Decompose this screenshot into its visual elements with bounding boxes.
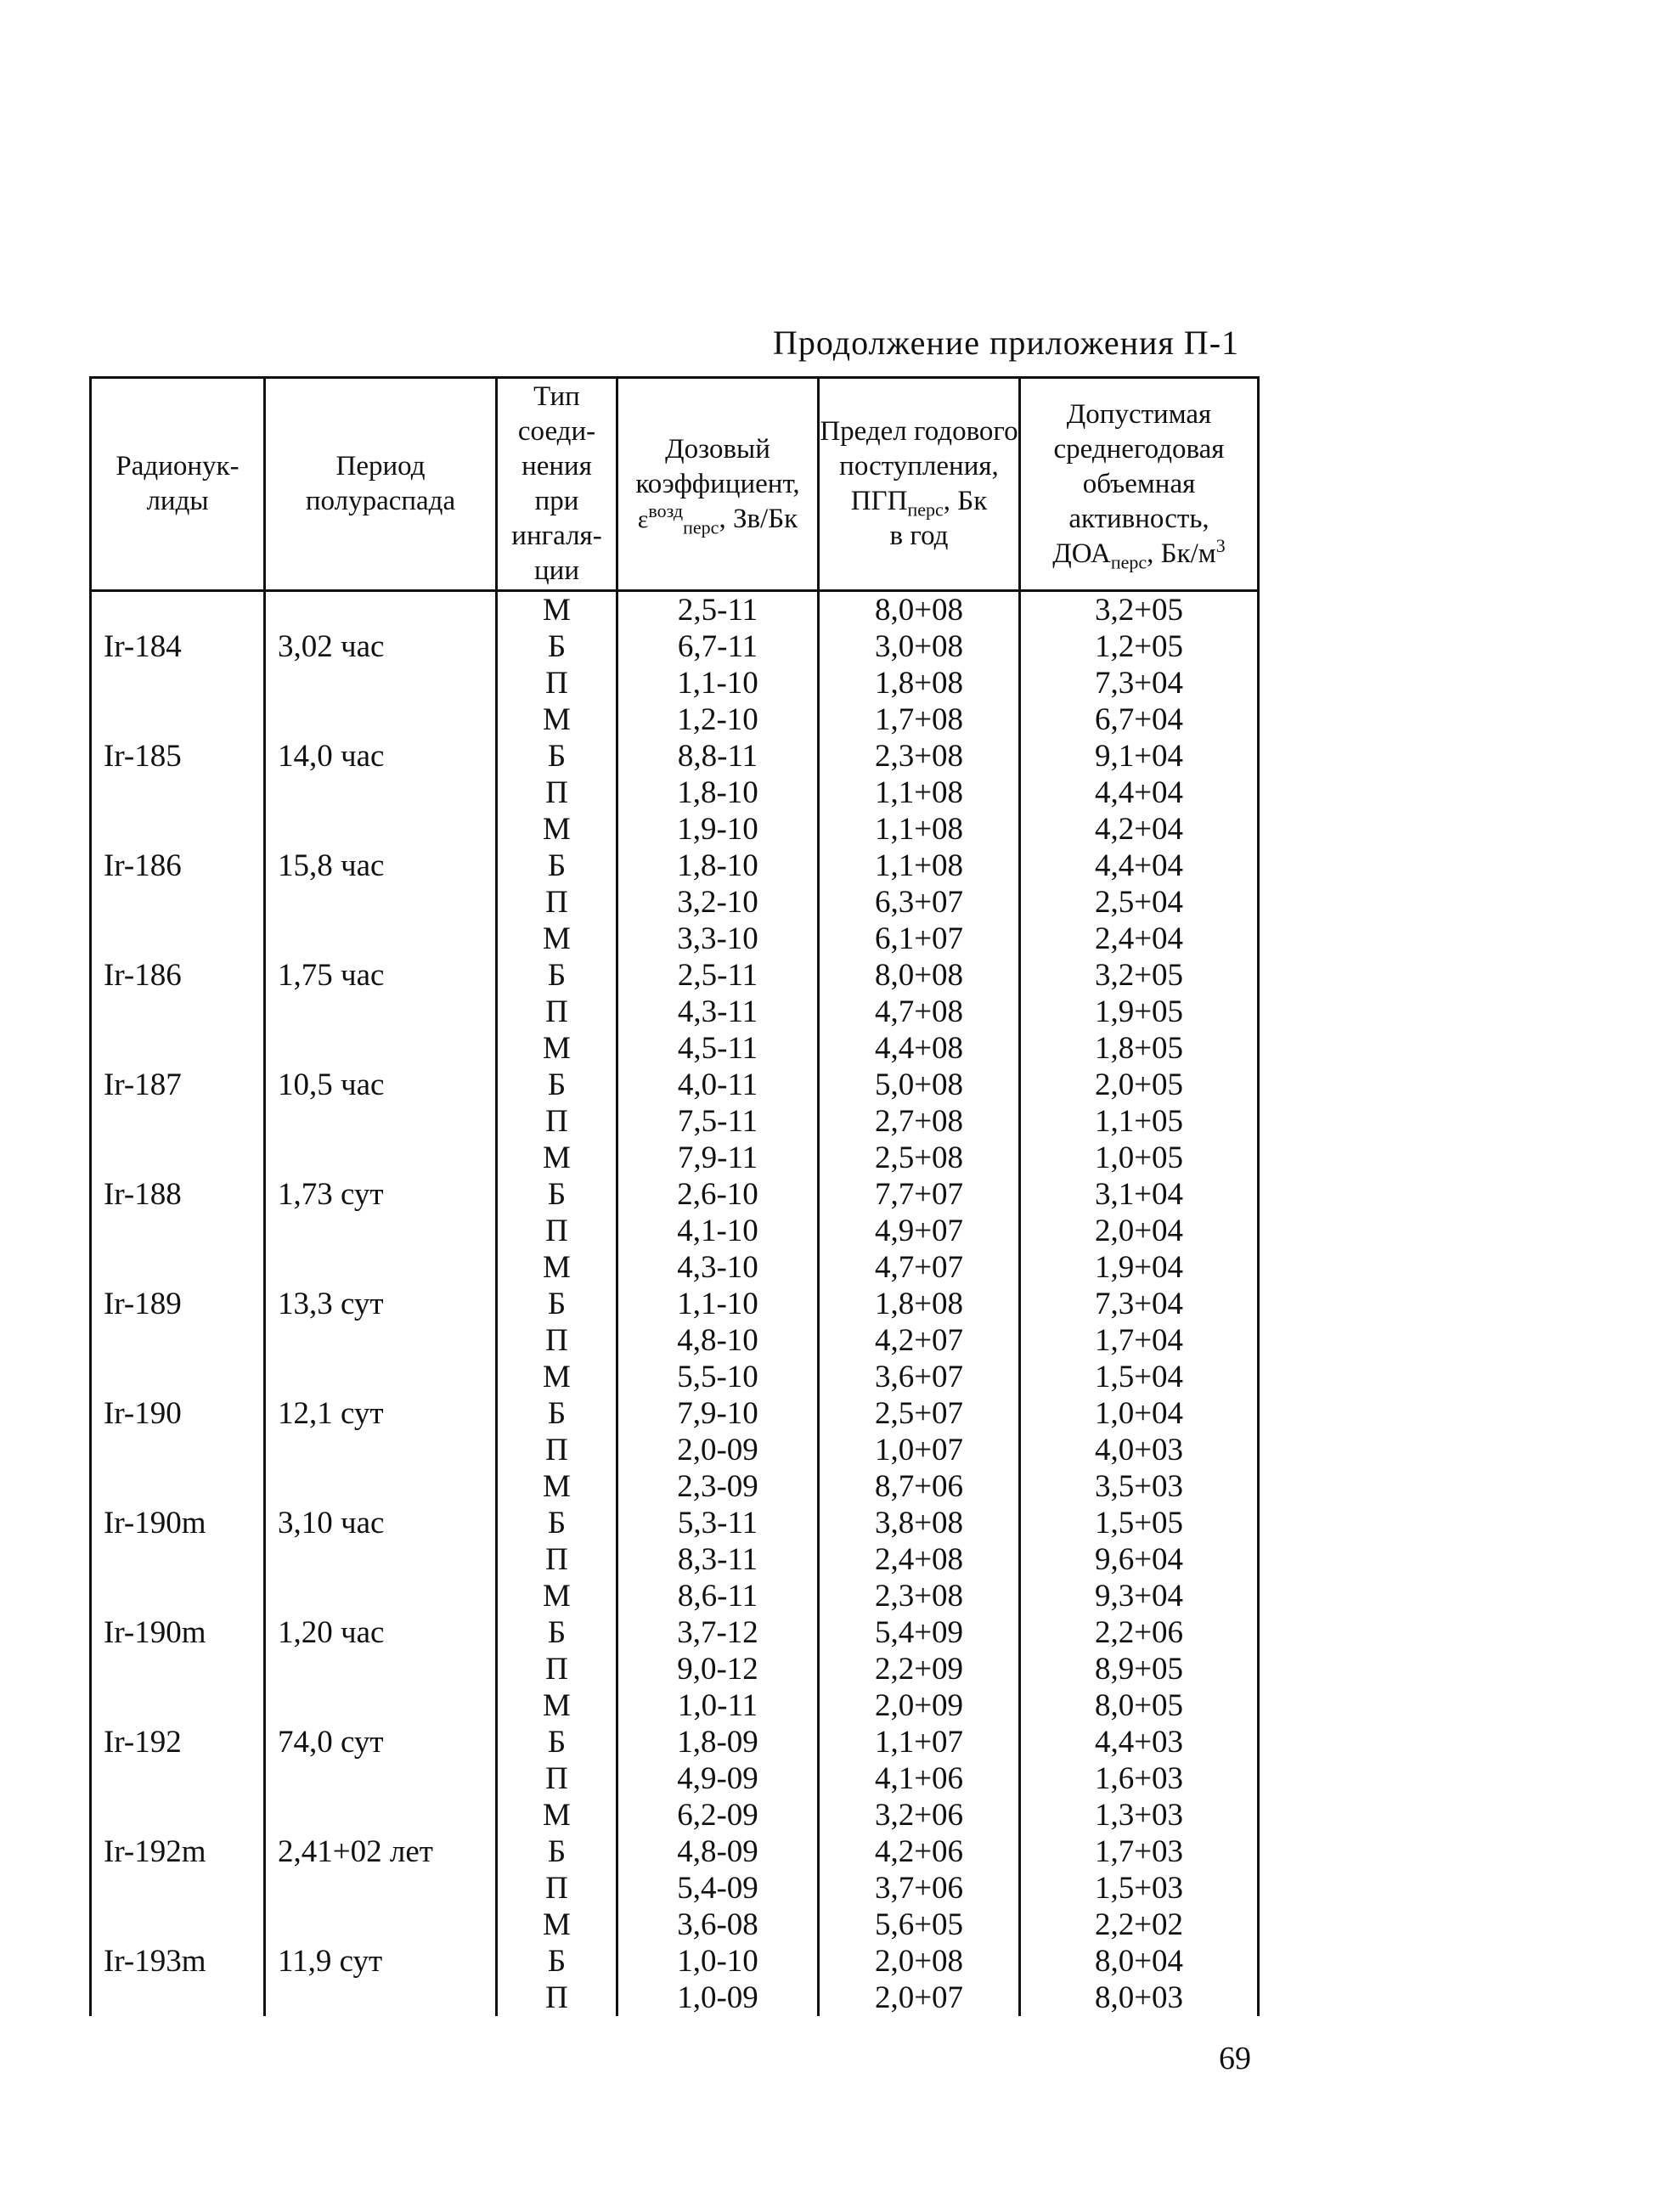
compound-type-cell: П — [497, 1213, 617, 1249]
dose-coefficient-cell: 4,1-10 — [617, 1213, 819, 1249]
header-radionuclides: Радионук-лиды — [91, 378, 265, 591]
activity-cell: 1,9+05 — [1020, 994, 1259, 1030]
dose-coefficient-cell: 8,8-11 — [617, 738, 819, 774]
compound-type-cell: П — [497, 774, 617, 811]
half-life-cell: 74,0 сут — [265, 1687, 497, 1797]
compound-type-cell: Б — [497, 957, 617, 994]
activity-cell: 2,2+02 — [1020, 1907, 1259, 1943]
continuation-title: Продолжение приложения П-1 — [773, 324, 1240, 362]
activity-cell: 6,7+04 — [1020, 701, 1259, 738]
activity-cell: 1,7+03 — [1020, 1833, 1259, 1870]
table-row — [91, 1578, 1259, 1614]
dose-coefficient-cell: 1,8-09 — [617, 1724, 819, 1760]
header-half-life: Период полураспада — [265, 378, 497, 591]
intake-limit-cell: 8,7+06 — [819, 1468, 1020, 1505]
intake-limit-cell: 2,0+09 — [819, 1687, 1020, 1724]
intake-limit-cell: 1,1+07 — [819, 1724, 1020, 1760]
intake-limit-cell: 4,7+08 — [819, 994, 1020, 1030]
activity-cell: 1,0+05 — [1020, 1140, 1259, 1176]
activity-cell: 1,5+04 — [1020, 1359, 1259, 1395]
compound-type-cell: П — [497, 1432, 617, 1468]
nuclide-cell: Ir-188 — [91, 1140, 265, 1249]
compound-type-cell: П — [497, 994, 617, 1030]
dose-coefficient-cell: 9,0-12 — [617, 1651, 819, 1687]
compound-type-cell: П — [497, 1103, 617, 1140]
compound-type-cell: М — [497, 1797, 617, 1833]
table-row — [91, 701, 1259, 738]
compound-type-cell: П — [497, 1870, 617, 1907]
intake-limit-cell: 1,0+07 — [819, 1432, 1020, 1468]
intake-limit-cell: 3,2+06 — [819, 1797, 1020, 1833]
radionuclide-table — [89, 376, 1260, 2016]
header-permissible-activity: Допустимая среднегодовая объемная активность, $ДОА_{перс}$, $Бк/м^3$ — [1020, 378, 1259, 591]
compound-type-cell: М — [497, 1907, 617, 1943]
intake-limit-cell: 4,1+06 — [819, 1760, 1020, 1797]
dose-coefficient-cell: 4,3-10 — [617, 1249, 819, 1286]
compound-type-cell: Б — [497, 1067, 617, 1103]
intake-limit-cell: 2,3+08 — [819, 738, 1020, 774]
nuclide-cell: Ir-185 — [91, 701, 265, 811]
half-life-cell: 1,73 сут — [265, 1140, 497, 1249]
activity-cell: 8,9+05 — [1020, 1651, 1259, 1687]
activity-cell: 4,0+03 — [1020, 1432, 1259, 1468]
dose-coefficient-cell: 2,0-09 — [617, 1432, 819, 1468]
compound-type-cell: М — [497, 591, 617, 629]
compound-type-cell: М — [497, 701, 617, 738]
dose-coefficient-cell: 6,7-11 — [617, 628, 819, 665]
dose-coefficient-cell: 7,5-11 — [617, 1103, 819, 1140]
intake-limit-cell: 1,1+08 — [819, 848, 1020, 884]
dose-coefficient-cell: 1,8-10 — [617, 774, 819, 811]
activity-cell: 9,6+04 — [1020, 1541, 1259, 1578]
activity-cell: 2,4+04 — [1020, 921, 1259, 957]
dose-coefficient-cell: 1,0-10 — [617, 1943, 819, 1980]
half-life-cell: 10,5 час — [265, 1030, 497, 1140]
activity-cell: 4,4+04 — [1020, 774, 1259, 811]
page-number: 69 — [1219, 2041, 1251, 2076]
dose-coefficient-cell: 1,9-10 — [617, 811, 819, 848]
nuclide-cell: Ir-187 — [91, 1030, 265, 1140]
compound-type-cell: М — [497, 811, 617, 848]
nuclide-cell: Ir-184 — [91, 591, 265, 702]
activity-cell: 1,5+05 — [1020, 1505, 1259, 1541]
intake-limit-cell: 5,6+05 — [819, 1907, 1020, 1943]
dose-coefficient-cell: 1,1-10 — [617, 1286, 819, 1322]
compound-type-cell: Б — [497, 1176, 617, 1213]
half-life-cell: 1,20 час — [265, 1578, 497, 1687]
compound-type-cell: М — [497, 1030, 617, 1067]
half-life-cell: 15,8 час — [265, 811, 497, 921]
intake-limit-cell: 2,0+07 — [819, 1980, 1020, 2016]
dose-coefficient-cell: 2,6-10 — [617, 1176, 819, 1213]
intake-limit-cell: 3,8+08 — [819, 1505, 1020, 1541]
intake-limit-cell: 1,1+08 — [819, 774, 1020, 811]
activity-cell: 1,5+03 — [1020, 1870, 1259, 1907]
half-life-cell: 1,75 час — [265, 921, 497, 1030]
dose-coefficient-cell: 3,3-10 — [617, 921, 819, 957]
compound-type-cell: Б — [497, 848, 617, 884]
activity-cell: 3,1+04 — [1020, 1176, 1259, 1213]
compound-type-cell: М — [497, 1687, 617, 1724]
dose-coefficient-cell: 6,2-09 — [617, 1797, 819, 1833]
compound-type-cell: П — [497, 1980, 617, 2016]
table-row — [91, 1249, 1259, 1286]
intake-limit-cell: 2,5+07 — [819, 1395, 1020, 1432]
activity-cell: 8,0+04 — [1020, 1943, 1259, 1980]
dose-coefficient-cell: 3,6-08 — [617, 1907, 819, 1943]
compound-type-cell: Б — [497, 628, 617, 665]
half-life-cell: 12,1 сут — [265, 1359, 497, 1468]
dose-coefficient-cell: 7,9-11 — [617, 1140, 819, 1176]
dose-coefficient-cell: 2,5-11 — [617, 591, 819, 629]
dose-coefficient-cell: 3,2-10 — [617, 884, 819, 921]
activity-cell: 1,8+05 — [1020, 1030, 1259, 1067]
dose-coefficient-cell: 4,8-09 — [617, 1833, 819, 1870]
nuclide-cell: Ir-192 — [91, 1687, 265, 1797]
intake-limit-cell: 1,7+08 — [819, 701, 1020, 738]
activity-cell: 4,2+04 — [1020, 811, 1259, 848]
dose-coefficient-cell: 5,3-11 — [617, 1505, 819, 1541]
activity-cell: 1,2+05 — [1020, 628, 1259, 665]
activity-cell: 1,6+03 — [1020, 1760, 1259, 1797]
header-compound-type: Тип соеди-нения при ингаля-ции — [497, 378, 617, 591]
intake-limit-cell: 8,0+08 — [819, 591, 1020, 629]
half-life-cell: 13,3 сут — [265, 1249, 497, 1359]
nuclide-cell: Ir-190m — [91, 1468, 265, 1578]
dose-coefficient-cell: 2,5-11 — [617, 957, 819, 994]
intake-limit-cell: 4,2+06 — [819, 1833, 1020, 1870]
activity-cell: 1,7+04 — [1020, 1322, 1259, 1359]
activity-cell: 1,1+05 — [1020, 1103, 1259, 1140]
dose-coefficient-cell: 5,5-10 — [617, 1359, 819, 1395]
compound-type-cell: М — [497, 921, 617, 957]
table-row — [91, 1468, 1259, 1505]
compound-type-cell: Б — [497, 1505, 617, 1541]
dose-coefficient-cell: 1,0-11 — [617, 1687, 819, 1724]
nuclide-cell: Ir-192m — [91, 1797, 265, 1907]
dose-coefficient-cell: 4,8-10 — [617, 1322, 819, 1359]
intake-limit-cell: 7,7+07 — [819, 1176, 1020, 1213]
activity-cell: 3,2+05 — [1020, 957, 1259, 994]
activity-cell: 2,2+06 — [1020, 1614, 1259, 1651]
activity-cell: 9,1+04 — [1020, 738, 1259, 774]
half-life-cell: 14,0 час — [265, 701, 497, 811]
nuclide-cell: Ir-186 — [91, 921, 265, 1030]
compound-type-cell: М — [497, 1359, 617, 1395]
table-row — [91, 811, 1259, 848]
table-row — [91, 591, 1259, 629]
intake-limit-cell: 1,8+08 — [819, 1286, 1020, 1322]
table-row — [91, 1907, 1259, 1943]
intake-limit-cell: 4,2+07 — [819, 1322, 1020, 1359]
intake-limit-cell: 4,4+08 — [819, 1030, 1020, 1067]
nuclide-cell: Ir-190m — [91, 1578, 265, 1687]
activity-cell: 2,0+04 — [1020, 1213, 1259, 1249]
activity-cell: 2,0+05 — [1020, 1067, 1259, 1103]
intake-limit-cell: 4,9+07 — [819, 1213, 1020, 1249]
compound-type-cell: П — [497, 1760, 617, 1797]
compound-type-cell: Б — [497, 1286, 617, 1322]
half-life-cell: 3,10 час — [265, 1468, 497, 1578]
dose-coefficient-cell: 1,0-09 — [617, 1980, 819, 2016]
activity-cell: 8,0+05 — [1020, 1687, 1259, 1724]
compound-type-cell: Б — [497, 1395, 617, 1432]
intake-limit-cell: 3,7+06 — [819, 1870, 1020, 1907]
intake-limit-cell: 2,3+08 — [819, 1578, 1020, 1614]
dose-coefficient-cell: 7,9-10 — [617, 1395, 819, 1432]
intake-limit-cell: 6,1+07 — [819, 921, 1020, 957]
intake-limit-cell: 6,3+07 — [819, 884, 1020, 921]
intake-limit-cell: 2,5+08 — [819, 1140, 1020, 1176]
table-body — [91, 591, 1259, 2017]
intake-limit-cell: 2,0+08 — [819, 1943, 1020, 1980]
intake-limit-cell: 1,8+08 — [819, 665, 1020, 701]
intake-limit-cell: 2,4+08 — [819, 1541, 1020, 1578]
compound-type-cell: П — [497, 884, 617, 921]
half-life-cell: 11,9 сут — [265, 1907, 497, 2016]
intake-limit-cell: 5,0+08 — [819, 1067, 1020, 1103]
dose-coefficient-cell: 4,9-09 — [617, 1760, 819, 1797]
dose-coefficient-cell: 3,7-12 — [617, 1614, 819, 1651]
compound-type-cell: П — [497, 665, 617, 701]
dose-coefficient-cell: 4,0-11 — [617, 1067, 819, 1103]
table-row — [91, 1140, 1259, 1176]
dose-coefficient-cell: 8,6-11 — [617, 1578, 819, 1614]
nuclide-cell: Ir-186 — [91, 811, 265, 921]
activity-cell: 7,3+04 — [1020, 1286, 1259, 1322]
dose-coefficient-cell: 2,3-09 — [617, 1468, 819, 1505]
compound-type-cell: П — [497, 1651, 617, 1687]
compound-type-cell: М — [497, 1249, 617, 1286]
nuclide-cell: Ir-189 — [91, 1249, 265, 1359]
dose-coefficient-cell: 4,3-11 — [617, 994, 819, 1030]
nuclide-cell: Ir-193m — [91, 1907, 265, 2016]
activity-cell: 1,9+04 — [1020, 1249, 1259, 1286]
activity-cell: 4,4+03 — [1020, 1724, 1259, 1760]
intake-limit-cell: 3,6+07 — [819, 1359, 1020, 1395]
activity-cell: 4,4+04 — [1020, 848, 1259, 884]
compound-type-cell: Б — [497, 738, 617, 774]
compound-type-cell: М — [497, 1468, 617, 1505]
intake-limit-cell: 8,0+08 — [819, 957, 1020, 994]
activity-cell: 1,3+03 — [1020, 1797, 1259, 1833]
intake-limit-cell: 4,7+07 — [819, 1249, 1020, 1286]
table-row — [91, 921, 1259, 957]
activity-cell: 9,3+04 — [1020, 1578, 1259, 1614]
table-row — [91, 1797, 1259, 1833]
dose-coefficient-cell: 5,4-09 — [617, 1870, 819, 1907]
intake-limit-cell: 1,1+08 — [819, 811, 1020, 848]
table-header-row — [91, 378, 1259, 591]
dose-coefficient-cell: 1,2-10 — [617, 701, 819, 738]
intake-limit-cell: 2,7+08 — [819, 1103, 1020, 1140]
header-annual-intake-limit: Предел годового поступления, $ПГП_{перс}$, Бк в год — [819, 378, 1020, 591]
activity-cell: 1,0+04 — [1020, 1395, 1259, 1432]
compound-type-cell: П — [497, 1322, 617, 1359]
intake-limit-cell: 3,0+08 — [819, 628, 1020, 665]
activity-cell: 3,5+03 — [1020, 1468, 1259, 1505]
half-life-cell: 2,41+02 лет — [265, 1797, 497, 1907]
intake-limit-cell: 2,2+09 — [819, 1651, 1020, 1687]
header-dose-coefficient: Дозовый коэффициент, $\varepsilon^{возд}_{перс}$, Зв/Бк — [617, 378, 819, 591]
table-row — [91, 1687, 1259, 1724]
activity-cell: 8,0+03 — [1020, 1980, 1259, 2016]
table-row — [91, 1030, 1259, 1067]
table-row — [91, 1359, 1259, 1395]
compound-type-cell: М — [497, 1578, 617, 1614]
compound-type-cell: Б — [497, 1614, 617, 1651]
compound-type-cell: П — [497, 1541, 617, 1578]
dose-coefficient-cell: 8,3-11 — [617, 1541, 819, 1578]
compound-type-cell: Б — [497, 1724, 617, 1760]
compound-type-cell: Б — [497, 1833, 617, 1870]
activity-cell: 7,3+04 — [1020, 665, 1259, 701]
dose-coefficient-cell: 4,5-11 — [617, 1030, 819, 1067]
compound-type-cell: Б — [497, 1943, 617, 1980]
intake-limit-cell: 5,4+09 — [819, 1614, 1020, 1651]
compound-type-cell: М — [497, 1140, 617, 1176]
dose-coefficient-cell: 1,1-10 — [617, 665, 819, 701]
activity-cell: 2,5+04 — [1020, 884, 1259, 921]
activity-cell: 3,2+05 — [1020, 591, 1259, 629]
nuclide-cell: Ir-190 — [91, 1359, 265, 1468]
dose-coefficient-cell: 1,8-10 — [617, 848, 819, 884]
half-life-cell: 3,02 час — [265, 591, 497, 702]
